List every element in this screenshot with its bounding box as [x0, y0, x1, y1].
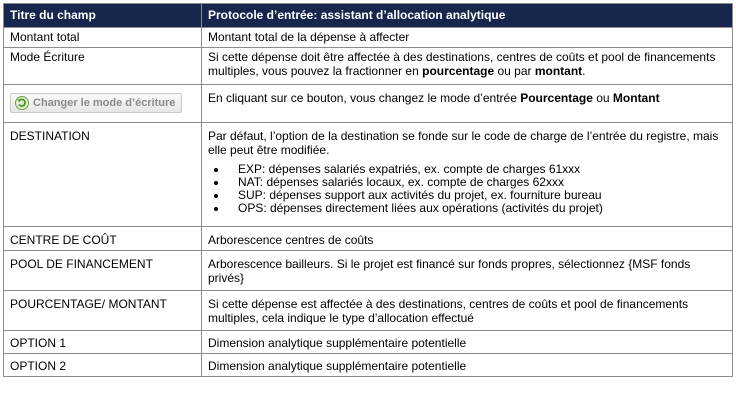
table-row	[4, 28, 733, 48]
bullet-icon	[214, 181, 218, 185]
table-row	[4, 123, 733, 227]
button-cell	[4, 85, 202, 123]
field-protocol-table	[3, 3, 733, 377]
field-description: Montant total de la dépense à affecter	[202, 28, 733, 48]
bullet-icon	[214, 207, 218, 211]
field-name: POOL DE FINANCEMENT	[4, 251, 202, 291]
table-row	[4, 354, 733, 377]
field-description: Dimension analytique supplémentaire potentielle	[202, 331, 733, 354]
change-entry-mode-label: Changer le mode d’écriture	[33, 97, 176, 109]
table-row	[4, 85, 733, 123]
bullet-icon	[214, 168, 218, 172]
list-item-text: NAT: dépenses salariés locaux, ex. compte de charges 62xxx	[238, 175, 564, 189]
list-item	[208, 202, 726, 215]
text-segment: ou par	[494, 64, 535, 78]
table-header-row	[4, 4, 733, 28]
text-segment: Si cette dépense doit être affectée à des destinations, centres de coûts et pool de financements multiples, vous pouvez la fractionner en	[208, 50, 716, 78]
field-name: OPTION 2	[4, 354, 202, 377]
emphasis-pourcentage: Pourcentage	[520, 91, 593, 105]
header-field-title: Titre du champ	[4, 4, 202, 28]
field-description	[202, 48, 733, 85]
text-segment: En cliquant sur ce bouton, vous changez le mode d’entrée	[208, 91, 521, 105]
list-item-text: OPS: dépenses directement liées aux opérations (activités du projet)	[238, 201, 603, 215]
emphasis-pourcentage: pourcentage	[422, 64, 495, 78]
table-row	[4, 291, 733, 331]
field-name: POURCENTAGE/ MONTANT	[4, 291, 202, 331]
field-name: Montant total	[4, 28, 202, 48]
list-item-text: EXP: dépenses salariés expatriés, ex. compte de charges 61xxx	[238, 162, 581, 176]
field-description: Arborescence bailleurs. Si le projet est financé sur fonds propres, sélectionnez {MSF fonds privés}	[202, 251, 733, 291]
text-segment: .	[582, 64, 586, 78]
destination-intro: Par défaut, l’option de la destination se fonde sur le code de charge de l’entrée du registre, mais elle peut être modifiée.	[208, 129, 719, 157]
bullet-icon	[214, 194, 218, 198]
table-row	[4, 227, 733, 251]
emphasis-montant: Montant	[612, 91, 660, 105]
list-item-text: SUP: dépenses support aux activités du projet, ex. fourniture bureau	[238, 188, 602, 202]
emphasis-montant: montant	[534, 64, 583, 78]
table-row	[4, 48, 733, 85]
text-segment: ou	[592, 91, 613, 105]
refresh-arrow-icon	[15, 96, 29, 110]
field-description	[202, 123, 733, 227]
destination-list	[208, 163, 726, 215]
header-protocol-title: Protocole d’entrée: assistant d’allocation analytique	[202, 4, 733, 28]
field-name: OPTION 1	[4, 331, 202, 354]
field-description: Arborescence centres de coûts	[202, 227, 733, 251]
field-name: DESTINATION	[4, 123, 202, 227]
field-name: CENTRE DE COÛT	[4, 227, 202, 251]
field-description: Dimension analytique supplémentaire potentielle	[202, 354, 733, 377]
field-name: Mode Écriture	[4, 48, 202, 85]
table-row	[4, 251, 733, 291]
change-entry-mode-button[interactable]	[10, 93, 182, 113]
field-description	[202, 85, 733, 123]
field-description: Si cette dépense est affectée à des destinations, centres de coûts et pool de financements multiples, cela indique le type d’allocation effectué	[202, 291, 733, 331]
table-row	[4, 331, 733, 354]
